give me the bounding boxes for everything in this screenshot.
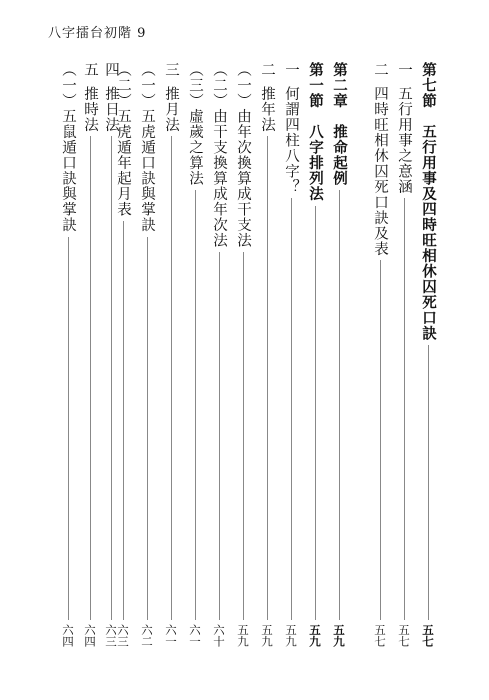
- toc-entry: [159, 62, 183, 647]
- entry-number: 一: [396, 62, 412, 78]
- dotted-leader: [111, 136, 112, 620]
- page-number: 六一: [188, 624, 202, 647]
- dotted-leader: [68, 237, 69, 621]
- entry-title: （一）五鼠遁口訣與掌訣: [60, 62, 76, 233]
- entry-title: 四時旺相休囚死口訣及表: [372, 85, 388, 256]
- dotted-leader: [219, 252, 220, 620]
- entry-title: 何謂四柱八字？: [283, 85, 299, 194]
- entry-title: 五行用事之意涵: [396, 85, 412, 194]
- page-number: 六二: [140, 624, 154, 647]
- entry-title: （一）五虎遁口訣與掌訣: [139, 62, 155, 233]
- page-number: 六一: [164, 624, 178, 647]
- toc-entry: [279, 62, 303, 647]
- toc-entry-section-7: [416, 62, 440, 647]
- page-number: 六四: [83, 624, 97, 647]
- entry-number: 五: [82, 62, 98, 78]
- entry-title: 推時法: [82, 85, 98, 132]
- dotted-leader: [267, 136, 268, 620]
- dotted-leader: [404, 198, 405, 620]
- entry-title: 推年法: [259, 85, 275, 132]
- dotted-leader: [90, 136, 91, 620]
- entry-title: 第七節 五行用事及四時旺相休囚死口訣: [420, 62, 437, 341]
- entry-title: 第一節 八字排列法: [307, 62, 324, 202]
- toc-entry: [99, 62, 123, 647]
- page-number: 五九: [284, 624, 298, 647]
- entry-number: 三: [163, 62, 179, 78]
- page-number: 五九: [308, 624, 322, 647]
- entry-title: 第二章 推命起例: [331, 62, 348, 186]
- dotted-leader: [171, 136, 172, 620]
- dotted-leader: [147, 237, 148, 621]
- toc-entry: [392, 62, 416, 647]
- toc-entry-chapter-2: [327, 62, 351, 647]
- page-number: 六四: [61, 624, 75, 647]
- toc-entry: [231, 62, 255, 647]
- page-number: 五九: [332, 624, 346, 647]
- dotted-leader: [428, 345, 429, 620]
- entry-number: 二: [372, 62, 388, 78]
- toc-entry: [135, 62, 159, 647]
- page-number: 五九: [260, 624, 274, 647]
- toc-entry: [56, 62, 80, 647]
- toc-entry: [207, 62, 231, 647]
- entry-number: 四: [103, 62, 119, 78]
- dotted-leader: [380, 260, 381, 620]
- entry-title: （二）五虎遁年起月表: [115, 62, 131, 217]
- page-number: 五七: [397, 624, 411, 647]
- dotted-leader: [291, 198, 292, 620]
- toc-entry: [368, 62, 392, 647]
- toc-entry: [255, 62, 279, 647]
- entry-title: 推日法: [103, 85, 119, 132]
- page-number: 六三: [116, 624, 130, 647]
- page-number: 五九: [236, 624, 250, 647]
- running-head: 八字擂台初階 9: [48, 26, 147, 41]
- dotted-leader: [195, 190, 196, 620]
- dotted-leader: [339, 190, 340, 620]
- entry-title: （三）虛歲之算法: [187, 62, 203, 186]
- entry-title: （二）由干支換算成年次法: [211, 62, 227, 248]
- entry-number: 二: [259, 62, 275, 78]
- toc-entry: [183, 62, 207, 647]
- toc-entry-section-1: [303, 62, 327, 647]
- page-number: 六十: [212, 624, 226, 647]
- dotted-leader: [243, 252, 244, 620]
- page-number: 六三: [104, 624, 118, 647]
- toc-entry: [78, 62, 102, 647]
- page-number: 五七: [373, 624, 387, 647]
- entry-number: 一: [283, 62, 299, 78]
- entry-title: 推月法: [163, 85, 179, 132]
- page-number: 五七: [421, 624, 435, 647]
- entry-title: （一）由年次換算成干支法: [235, 62, 251, 248]
- dotted-leader: [315, 206, 316, 621]
